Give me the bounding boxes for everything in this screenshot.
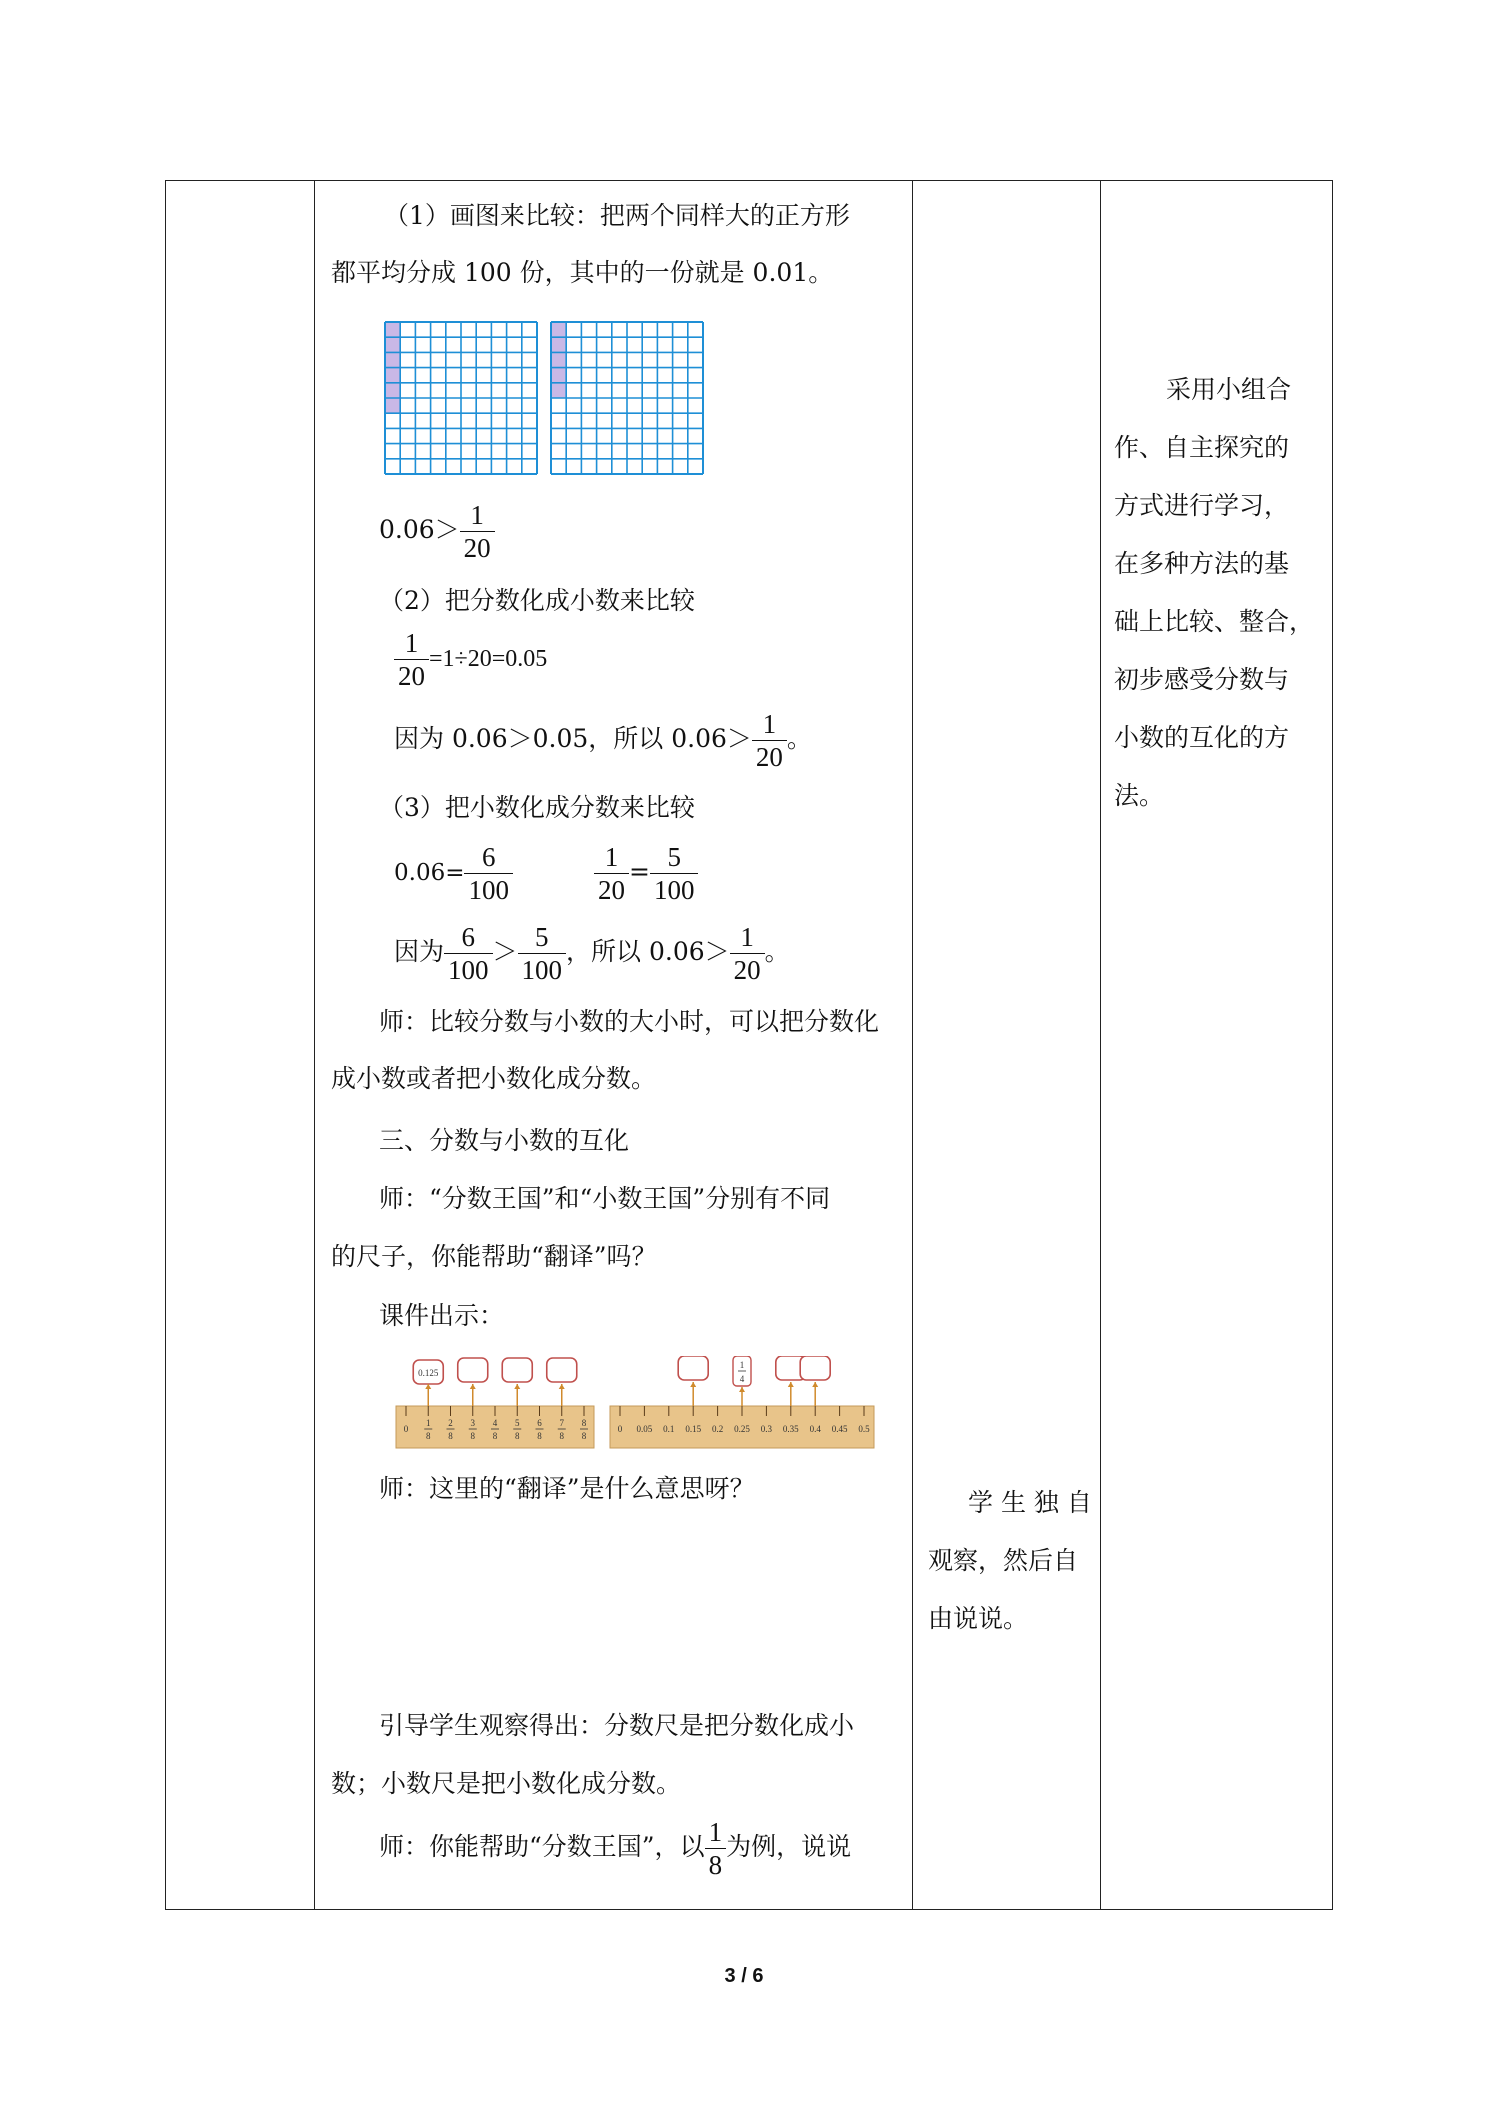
box-value-label: 0.125 <box>418 1368 439 1378</box>
teacher4: 师：你能帮助“分数王国”，以 $\frac{1}{8}$ 为例，说说 <box>379 1817 852 1880</box>
guide-line2: 数；小数尺是把小数化成分数。 <box>331 1769 682 1798</box>
tick-label: 0.5 <box>858 1424 870 1434</box>
lesson-table <box>165 180 1333 1910</box>
tick-label: 8 <box>448 1431 453 1441</box>
design-intent <box>1114 361 1324 825</box>
tick-label: 8 <box>426 1431 431 1441</box>
tick-label: 0.2 <box>711 1424 724 1434</box>
shaded-cell <box>551 352 566 367</box>
tick-label: 1 <box>426 1418 431 1428</box>
ruler-arrow-head <box>690 1382 696 1387</box>
tick-label: 0.1 <box>663 1424 675 1434</box>
teacher1-line2: 成小数或者把小数化成分数。 <box>331 1064 657 1093</box>
table-divider-2 <box>912 181 913 1909</box>
ruler-arrow-head <box>470 1384 476 1389</box>
tick-label: 6 <box>537 1418 542 1428</box>
tick-label: 8 <box>537 1431 542 1441</box>
answer-box <box>502 1358 532 1382</box>
ruler-arrow-head <box>559 1384 565 1389</box>
answer-box <box>458 1358 488 1382</box>
answer-box <box>678 1356 708 1380</box>
table-divider-1 <box>314 181 315 1909</box>
tick-label: 8 <box>470 1431 475 1441</box>
page-number: 3 / 6 <box>724 1965 764 1987</box>
box-value-label: 4 <box>739 1374 745 1384</box>
student-line: 由说说。 <box>928 1604 1029 1633</box>
answer-box <box>547 1358 577 1382</box>
tick-label: 4 <box>492 1418 498 1428</box>
tick-label: 3 <box>470 1418 475 1428</box>
box-value-label: 1 <box>739 1360 745 1370</box>
teacher2-line2: 的尺子，你能帮助“翻译”吗？ <box>331 1242 657 1271</box>
tick-label: 5 <box>515 1418 520 1428</box>
hundred-grid-right <box>550 321 704 475</box>
shaded-cell <box>551 322 566 337</box>
section3-eq1: 0.06= $\frac{6}{100}$ <box>394 841 513 906</box>
ruler-arrow-head <box>812 1382 818 1387</box>
fraction-1-20: $\frac{1}{20}$ <box>594 841 629 906</box>
fraction-decimal-rulers <box>394 1356 888 1451</box>
section1-line2: 都平均分成 100 份，其中的一份就是 0.01。 <box>331 258 834 287</box>
fraction-5-100: $\frac{5}{100}$ <box>518 921 567 986</box>
design-line: 方式进行学习， <box>1114 491 1290 520</box>
section1-line1: （1）画图来比较：把两个同样大的正方形 <box>384 201 850 230</box>
design-line: 法。 <box>1114 781 1165 810</box>
tick-label: 8 <box>515 1431 520 1441</box>
comparison-1 <box>379 499 495 564</box>
tick-label: 0.15 <box>685 1424 702 1434</box>
tick-label: 0.35 <box>782 1424 799 1434</box>
tick-label: 8 <box>492 1431 498 1441</box>
section2-title: （2）把分数化成小数来比较 <box>379 586 695 615</box>
design-line: 础上比较、整合， <box>1114 607 1315 636</box>
section2-equation <box>394 627 547 692</box>
shaded-cell <box>385 368 400 383</box>
shaded-cell <box>385 352 400 367</box>
fraction-1-8: $\frac{1}{8}$ <box>705 1816 727 1881</box>
eq-rhs: =1÷20=0.05 <box>429 646 548 672</box>
shaded-cell <box>385 383 400 398</box>
section3-title: （3）把小数化成分数来比较 <box>379 793 695 822</box>
section2-because: 因为 0.06＞0.05，所以 0.06＞ $\frac{1}{20}$ 。 <box>394 709 812 772</box>
shaded-cell <box>551 368 566 383</box>
fraction-1-20: $\frac{1}{20}$ <box>752 708 787 773</box>
tick-label: 8 <box>559 1431 564 1441</box>
ruler-arrow-head <box>739 1387 745 1392</box>
design-line: 小数的互化的方 <box>1114 723 1290 752</box>
tick-label: 0 <box>403 1424 409 1434</box>
tick-label: 2 <box>448 1418 453 1428</box>
student-activity <box>928 1474 1093 1648</box>
design-line: 在多种方法的基 <box>1114 549 1290 578</box>
teacher1-line1: 师：比较分数与小数的大小时，可以把分数化 <box>379 1007 880 1036</box>
guide-line1: 引导学生观察得出：分数尺是把分数化成小 <box>379 1711 855 1740</box>
tick-label: 8 <box>581 1431 587 1441</box>
teacher3: 师：这里的“翻译”是什么意思呀？ <box>379 1474 755 1503</box>
fraction-6-100: $\frac{6}{100}$ <box>464 841 513 906</box>
fraction-1-20: $\frac{1}{20}$ <box>394 627 429 692</box>
answer-box <box>800 1356 830 1380</box>
tick-label: 0.4 <box>809 1424 821 1434</box>
cmp-left: 0.06＞ <box>379 515 460 544</box>
design-line: 采用小组合 <box>1166 375 1292 404</box>
tick-label: 0.05 <box>636 1424 653 1434</box>
shaded-cell <box>385 322 400 337</box>
section3-because: 因为 $\frac{6}{100}$ ＞ $\frac{5}{100}$ ，所以 0.06＞ $\frac{1}{20}$ 。 <box>394 922 790 985</box>
shaded-cell <box>551 383 566 398</box>
student-line: 观察，然后自 <box>928 1546 1079 1575</box>
ruler-arrow-head <box>514 1384 520 1389</box>
hundred-grid-left <box>384 321 538 475</box>
teacher2-line1: 师：“分数王国”和“小数王国”分别有不同 <box>379 1184 831 1213</box>
student-line: 学 生 独 自 <box>968 1488 1092 1517</box>
fraction-6-100: $\frac{6}{100}$ <box>444 921 493 986</box>
design-line: 初步感受分数与 <box>1114 665 1290 694</box>
tick-label: 8 <box>581 1418 587 1428</box>
shaded-cell <box>385 337 400 352</box>
tick-label: 0 <box>617 1424 623 1434</box>
fraction-1-20: $\frac{1}{20}$ <box>730 921 765 986</box>
table-divider-3 <box>1100 181 1101 1909</box>
shaded-cell <box>385 398 400 413</box>
ruler-arrow-head <box>788 1382 794 1387</box>
heading-3: 三、分数与小数的互化 <box>379 1126 630 1155</box>
shaded-cell <box>551 337 566 352</box>
fraction-5-100: $\frac{5}{100}$ <box>650 841 699 906</box>
design-line: 作、自主探究的 <box>1114 433 1290 462</box>
fraction-1-20: $\frac{1}{20}$ <box>460 499 495 564</box>
section3-eq2: $\frac{1}{20}$ = $\frac{5}{100}$ <box>594 841 698 906</box>
tick-label: 0.25 <box>734 1424 750 1434</box>
tick-label: 0.45 <box>831 1424 848 1434</box>
courseware-label: 课件出示： <box>379 1301 505 1330</box>
tick-label: 0.3 <box>760 1424 773 1434</box>
tick-label: 7 <box>559 1418 564 1428</box>
